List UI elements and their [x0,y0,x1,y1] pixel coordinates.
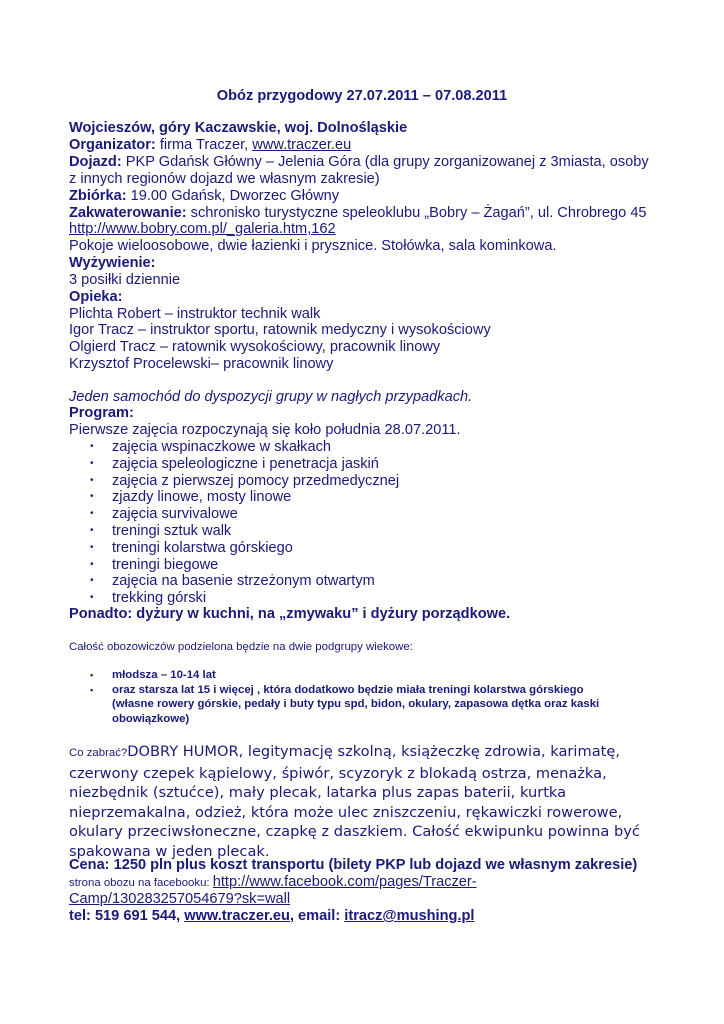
contact-site-link[interactable]: www.traczer.eu [184,908,290,924]
group-younger: • młodsza – 10-14 lat [90,668,599,683]
program-label: Program: [69,405,134,421]
care-person: Olgierd Tracz – ratownik wysokościowy, pracownik linowy [69,339,441,355]
meeting-text: 19.00 Gdańsk, Dworzec Główny [126,188,340,204]
program-item: • treningi biegowe [90,557,399,574]
group-older [90,683,599,727]
transport-text-2: z innych regionów dojazd we własnym zakresie) [69,171,380,187]
organizer-line [69,137,351,154]
page-title: Obóz przygodowy 27.07.2011 – 07.08.2011 [216,88,508,104]
program-intro: Pierwsze zajęcia rozpoczynają się koło południa 28.07.2011. [69,422,461,438]
accommodation-label: Zakwaterowanie: [69,205,187,221]
contact-phone: tel: 519 691 544, [69,908,185,924]
groups-list [90,668,599,726]
program-item: • treningi sztuk walk [90,523,399,540]
care-label: Opieka: [69,289,123,305]
group-older-line: obowiązkowe) [112,712,190,725]
program-item: • trekking górski [90,590,399,607]
accommodation-text: schronisko turystyczne speleoklubu „Bobry – Żagań”, ul. Chrobrego 45 [186,205,647,221]
accommodation-link[interactable]: http://www.bobry.com.pl/_galeria.htm,162 [69,221,336,237]
duties-text: Ponadto: dyżury w kuchni, na „zmywaku” i dyżury porządkowe. [69,606,511,622]
accommodation-line [69,205,647,222]
organizer-text: firma Traczer, [155,137,253,153]
organizer-link[interactable]: www.traczer.eu [252,137,352,153]
organizer-label: Organizator: [69,137,156,153]
program-item: • zjazdy linowe, mosty linowe [90,489,399,506]
program-item: • zajęcia survivalowe [90,506,399,523]
care-person: Krzysztof Procelewski– pracownik linowy [69,356,334,372]
care-person: Igor Tracz – instruktor sportu, ratownik medyczny i wysokościowy [69,322,491,338]
contact-line [69,908,474,925]
location-heading: Wojcieszów, góry Kaczawskie, woj. Dolnośląskie [69,120,408,136]
program-item: • zajęcia speleologiczne i penetracja jaskiń [90,456,399,473]
facebook-line-2 [69,891,290,908]
accommodation-link-line [69,221,336,238]
facebook-link[interactable]: http://www.facebook.com/pages/Traczer- [212,874,477,890]
program-item: • zajęcia wspinaczkowe w skałkach [90,439,399,456]
price-text: Cena: 1250 pln plus koszt transportu (bilety PKP lub dojazd we własnym zakresie) [69,857,638,873]
contact-email-label: , email: [289,908,345,924]
facebook-label: strona obozu na facebooku: [69,877,213,889]
group-older-line: (własne rowery górskie, pedały i buty typu spd, bidon, okulary, zapasowa dętka oraz kaski [112,698,600,711]
facebook-line [69,874,477,892]
food-text: 3 posiłki dziennie [69,272,181,288]
transport-label: Dojazd: [69,154,122,170]
packing-lead: Co zabrać? [69,747,128,759]
transport-text-1: PKP Gdańsk Główny – Jelenia Góra (dla grupy zorganizowanej z 3miasta, osoby [121,154,649,170]
car-note: Jeden samochód do dyspozycji grupy w nagłych przypadkach. [69,389,473,405]
program-item: • treningi kolarstwa górskiego [90,540,399,557]
rooms-text: Pokoje wieloosobowe, dwie łazienki i prysznice. Stołówka, sala kominkowa. [69,238,557,254]
packing-paragraph [69,742,669,861]
group-older-line: oraz starsza lat 15 i więcej , która dodatkowo będzie miała treningi kolarstwa górskiego [112,683,584,696]
care-person: Plichta Robert – instruktor technik walk [69,306,321,322]
food-label: Wyżywienie: [69,255,156,271]
packing-text: DOBRY HUMOR, legitymację szkolną, książeczkę zdrowia, karimatę, czerwony czepek kąpielowy, śpiwór, scyzoryk z blokadą ostrza, menażka, niezbędnik (sztućce), mały plecak, latarka plus zapas baterii, kurtka nieprzemakalna, odzież, która może ulec zniszczeniu, rękawiczki rowerowe, okulary przeciwsłoneczne, czapkę z daszkiem. Całość ekwipunku powinna być spakowana w jeden plecak. [69,743,640,860]
groups-intro: Całość obozowiczów podzielona będzie na dwie podgrupy wiekowe: [69,641,413,653]
contact-email-link[interactable]: itracz@mushing.pl [344,908,475,924]
meeting-label: Zbiórka: [69,188,127,204]
program-item: • zajęcia z pierwszej pomocy przedmedycznej [90,473,399,490]
meeting-line [69,188,339,205]
program-item: • zajęcia na basenie strzeżonym otwartym [90,573,399,590]
facebook-link-cont[interactable]: Camp/130283257054679?sk=wall [69,891,291,907]
program-list [90,439,399,607]
transport-line [69,154,649,171]
